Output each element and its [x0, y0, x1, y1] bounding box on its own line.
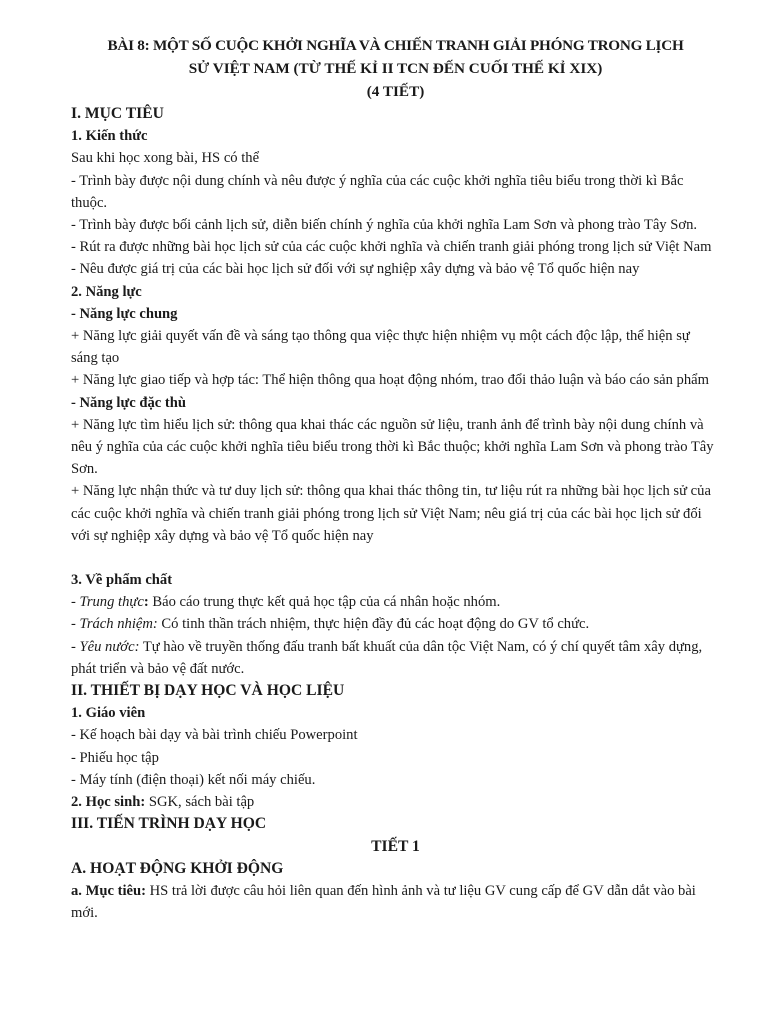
- quality-item: [71, 613, 720, 635]
- quality-text: Tự hào về truyền thống đấu tranh bất khuất của dân tộc Việt Nam, có ý chí quyết tâm xây dựng, phát triển và bảo vệ đất nước.: [71, 638, 703, 677]
- knowledge-item: - Trình bày được bối cảnh lịch sử, diễn biến chính ý nghĩa của khởi nghĩa Lam Sơn và phong trào Tây Sơn.: [71, 217, 698, 234]
- goal-text: HS trả lời được câu hỏi liên quan đến hình ảnh và tư liệu GV cung cấp để GV dẫn dắt vào bài mới.: [71, 882, 696, 922]
- title-line-3: (4 TIẾT): [366, 83, 425, 100]
- title-line-2: SỬ VIỆT NAM (TỪ THẾ KỈ II TCN ĐẾN CUỐI THẾ KỈ XIX): [188, 60, 603, 77]
- general-competence-item: + Năng lực giải quyết vấn đề và sáng tạo thông qua việc thực hiện nhiệm vụ một cách độc lập, thể hiện sự sáng tạo: [71, 328, 690, 367]
- student-line: [71, 791, 720, 813]
- specific-competence-heading: - Năng lực đặc thù: [71, 394, 186, 411]
- student-text: SGK, sách bài tập: [145, 794, 255, 811]
- teacher-heading: 1. Giáo viên: [71, 705, 146, 722]
- teacher-item: - Máy tính (điện thoại) kết nối máy chiếu.: [71, 771, 316, 788]
- knowledge-item: - Nêu được giá trị của các bài học lịch sử đối với sự nghiệp xây dựng và bảo vệ Tổ quốc hiện nay: [71, 261, 640, 278]
- student-label: 2. Học sinh:: [71, 794, 146, 811]
- lesson-title: [71, 34, 720, 103]
- specific-competence-item: + Năng lực nhận thức và tư duy lịch sử: thông qua khai thác thông tin, tư liệu rút ra những bài học lịch sử của các cuộc khởi nghĩa và chiến tranh giải phóng trong lịch sử Việt Nam; nêu giá trị của các bài học lịch sử đối với sự nghiệp xây dựng và bảo vệ Tổ quốc hiện nay: [71, 483, 711, 544]
- specific-competence-item: + Năng lực tìm hiểu lịch sử: thông qua khai thác các nguồn sử liệu, tranh ảnh để trình bày nội dung chính và nêu ý nghĩa của các cuộc khởi nghĩa tiêu biểu trong thời kì Bắc thuộc; khởi nghĩa Lam Sơn và phong trào Tây Sơn.: [71, 416, 714, 478]
- activity-heading: A. HOẠT ĐỘNG KHỞI ĐỘNG: [71, 859, 284, 877]
- spacer: [71, 547, 720, 569]
- quality-prefix: -: [71, 616, 80, 633]
- general-competence-heading: - Năng lực chung: [71, 305, 178, 322]
- knowledge-item: - Rút ra được những bài học lịch sử của các cuộc khởi nghĩa và chiến tranh giải phóng trong lịch sử Việt Nam: [71, 239, 712, 256]
- quality-prefix: -: [71, 638, 80, 655]
- qualities-heading: 3. Về phẩm chất: [71, 572, 173, 589]
- quality-label: Trách nhiệm:: [79, 616, 158, 633]
- knowledge-heading: 1. Kiến thức: [71, 128, 148, 145]
- quality-label: Yêu nước:: [79, 638, 140, 655]
- general-competence-item: + Năng lực giao tiếp và hợp tác: Thể hiện thông qua hoạt động nhóm, trao đổi thảo luận và báo cáo sản phẩm: [71, 372, 709, 389]
- quality-item: [71, 636, 720, 680]
- teacher-item: - Kế hoạch bài dạy và bài trình chiếu Powerpoint: [71, 727, 358, 744]
- knowledge-intro: Sau khi học xong bài, HS có thể: [71, 150, 260, 167]
- period-heading: TIẾT 1: [371, 837, 420, 855]
- section-objectives-heading: I. MỤC TIÊU: [71, 105, 164, 122]
- title-line-1: BÀI 8: MỘT SỐ CUỘC KHỞI NGHĨA VÀ CHIẾN TRANH GIẢI PHÓNG TRONG LỊCH: [107, 37, 684, 54]
- section-process-heading: III. TIẾN TRÌNH DẠY HỌC: [71, 815, 267, 833]
- quality-item: [71, 591, 720, 613]
- quality-text: Có tinh thần trách nhiệm, thực hiện đầy đủ các hoạt động do GV tổ chức.: [157, 616, 590, 633]
- quality-prefix: -: [71, 594, 80, 611]
- goal-label: a. Mục tiêu:: [71, 882, 146, 899]
- teacher-item: - Phiếu học tập: [71, 749, 159, 766]
- competence-heading: 2. Năng lực: [71, 283, 142, 300]
- knowledge-item: - Trình bày được nội dung chính và nêu được ý nghĩa của các cuộc khởi nghĩa tiêu biểu trong thời kì Bắc thuộc.: [71, 172, 684, 211]
- section-equipment-heading: II. THIẾT BỊ DẠY HỌC VÀ HỌC LIỆU: [71, 682, 345, 700]
- quality-label: Trung thực: [79, 594, 144, 611]
- goal-line: [71, 880, 720, 924]
- quality-colon: :: [143, 594, 149, 611]
- quality-text: Báo cáo trung thực kết quả học tập của cá nhân hoặc nhóm.: [148, 594, 501, 611]
